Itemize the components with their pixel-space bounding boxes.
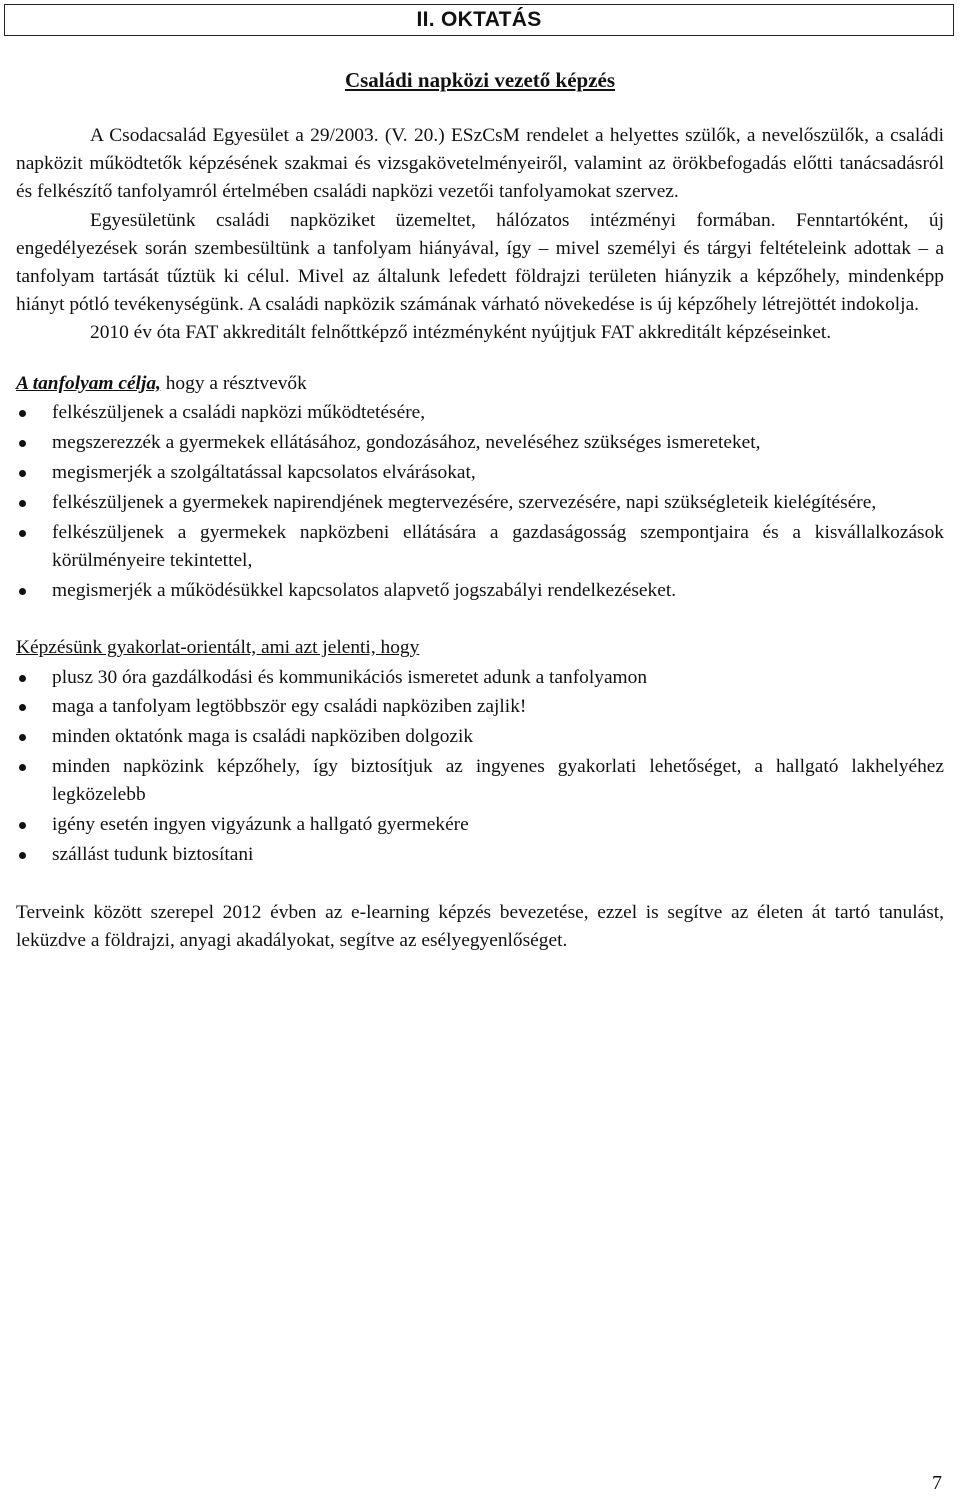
bullet-icon — [19, 852, 26, 859]
list-item-text: minden oktatónk maga is családi napköziben dolgozik — [52, 726, 474, 748]
bullet-icon — [19, 500, 26, 507]
intro-paragraph-3: 2010 év óta FAT akkreditált felnőttképző intézményként nyújtjuk FAT akkreditált képzéseinket. — [90, 322, 832, 344]
list-item-text: igény esetén ingyen vigyázunk a hallgató gyermekére — [52, 814, 469, 835]
goals-lead-emphasis: A tanfolyam célja, — [16, 372, 161, 394]
intro-paragraph-1: A Csodacsalád Egyesület a 29/2003. (V. 20.) ESzCsM rendelet a helyettes szülők, a nevelőszülők, a családi napközit működtetők képzésének szakmai és vizsgakövetelményeiről, valamint az örökbefogadás előtti tanácsadásról és felkészítő tanfolyamról értelmében családi napközi vezetői tanfolyamokat szervez. — [16, 125, 944, 203]
list-item-text: megismerjék a működésükkel kapcsolatos alapvető jogszabályi rendelkezéseket. — [52, 579, 677, 601]
list-item — [16, 664, 944, 692]
page-number: 7 — [932, 1472, 942, 1494]
bullet-icon — [19, 822, 26, 829]
list-item — [16, 399, 944, 427]
goals-list — [16, 399, 944, 604]
chapter-title: II. OKTATÁS — [416, 8, 542, 31]
chapter-header-box — [4, 4, 954, 36]
intro-paragraph-2: Egyesületünk családi napköziket üzemeltet, hálózatos intézményi formában. Fenntartóként, új engedélyezések során szembesültünk a tanfolyam hiányával, így – mivel személyi és tárgyi feltételeink adottak – a tanfolyam tartását tűztük ki célul. Mivel az általunk lefedett földrajzi területen hiányzik a képzőhely, mindenképp hiányt pótló tevékenységünk. A családi napközik számának várható növekedése is új képzőhely létrejöttét indokolja. — [16, 209, 944, 316]
bullet-icon — [19, 704, 26, 711]
goals-lead — [16, 370, 944, 398]
list-item-text: szállást tudunk biztosítani — [52, 843, 254, 865]
list-item-text: plusz 30 óra gazdálkodási és kommunikációs ismeretet adunk a tanfolyamon — [52, 666, 648, 688]
list-item — [16, 811, 944, 839]
list-item — [16, 693, 944, 721]
bullet-icon — [19, 675, 26, 682]
list-item — [16, 577, 944, 605]
list-item-text: felkészüljenek a gyermekek napközbeni ellátására a gazdaságosság szempontjaira és a kisvállalkozások körülményeire tekintettel, — [52, 521, 944, 571]
list-item — [16, 519, 944, 575]
list-item-text: megismerjék a szolgáltatással kapcsolatos elvárásokat, — [52, 462, 476, 484]
page-body — [16, 122, 944, 955]
list-item — [16, 459, 944, 487]
bullet-icon — [19, 470, 26, 477]
bullet-icon — [19, 410, 26, 417]
list-item-text: minden napközink képzőhely, így biztosítjuk az ingyenes gyakorlati lehetőséget, a hallgató lakhelyéhez legközelebb — [52, 756, 944, 806]
list-item — [16, 841, 944, 869]
bullet-icon — [19, 530, 26, 537]
list-item — [16, 753, 944, 809]
bullet-icon — [19, 734, 26, 741]
practice-heading-line — [16, 634, 944, 662]
bullet-icon — [19, 440, 26, 447]
list-item-text: megszerezzék a gyermekek ellátásához, gondozásához, neveléséhez szükséges ismereteket, — [52, 432, 761, 454]
practice-list — [16, 664, 944, 869]
practice-heading: Képzésünk gyakorlat-orientált, ami azt jelenti, hogy — [16, 636, 420, 658]
list-item — [16, 429, 944, 457]
bullet-icon — [19, 764, 26, 771]
list-item-text: felkészüljenek a családi napközi működtetésére, — [52, 402, 426, 424]
bullet-icon — [19, 588, 26, 595]
list-item-text: felkészüljenek a gyermekek napirendjének megtervezésére, szervezésére, napi szükségleteik kielégítésére, — [52, 491, 877, 513]
list-item-text: maga a tanfolyam legtöbbször egy családi napköziben zajlik! — [52, 696, 527, 718]
goals-lead-rest: hogy a résztvevők — [160, 372, 307, 394]
list-item — [16, 489, 944, 517]
list-item — [16, 723, 944, 751]
section-title: Családi napközi vezető képzés — [344, 68, 616, 92]
closing-paragraph: Terveink között szerepel 2012 évben az e-learning képzés bevezetése, ezzel is segítve az életen át tartó tanulást, leküzdve a földrajzi, anyagi akadályokat, segítve az esélyegyenlőséget. — [16, 902, 944, 952]
